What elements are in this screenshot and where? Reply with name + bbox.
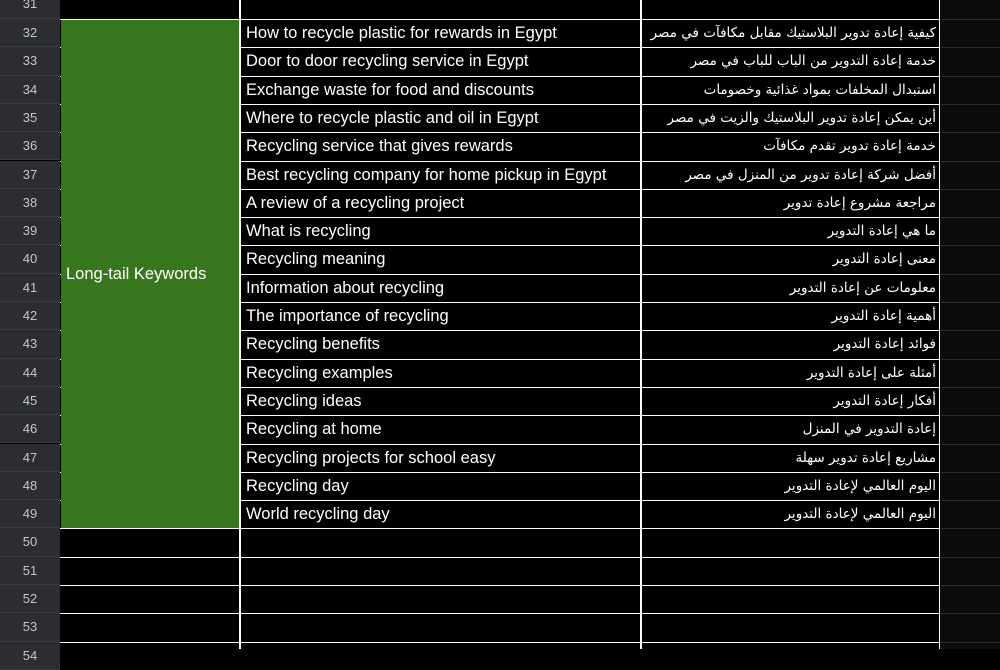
keyword-english-cell[interactable]: World recycling day — [246, 505, 390, 524]
grid-line-horizontal — [60, 642, 940, 643]
row-header[interactable]: 48 — [0, 472, 60, 500]
grid-line-horizontal — [940, 274, 1000, 275]
grid-line-horizontal — [940, 161, 1000, 162]
row-header[interactable]: 51 — [0, 557, 60, 585]
grid-line-horizontal — [60, 528, 940, 529]
row-header[interactable]: 53 — [0, 613, 60, 641]
row-header[interactable]: 33 — [0, 47, 60, 75]
grid-line-horizontal — [940, 359, 1000, 360]
keyword-english-cell[interactable]: Door to door recycling service in Egypt — [246, 52, 529, 71]
keyword-english-cell[interactable]: How to recycle plastic for rewards in Egypt — [246, 24, 557, 42]
keyword-english-cell[interactable]: Recycling benefits — [246, 335, 380, 354]
row-header[interactable]: 36 — [0, 132, 60, 160]
keyword-english-cell[interactable]: Recycling service that gives rewards — [246, 137, 513, 156]
row-header[interactable]: 35 — [0, 104, 60, 132]
keyword-arabic-cell[interactable]: مراجعة مشروع إعادة تدوير — [783, 194, 936, 211]
grid-line-horizontal — [940, 585, 1000, 586]
grid-line-horizontal — [940, 472, 1000, 473]
keyword-arabic-cell[interactable]: خدمة إعادة تدوير تقدم مكافآت — [763, 138, 936, 155]
row-header[interactable]: 49 — [0, 500, 60, 528]
row-header[interactable]: 52 — [0, 585, 60, 613]
keyword-english-cell[interactable]: Best recycling company for home pickup in Egypt — [246, 165, 607, 184]
grid-line-vertical — [239, 0, 241, 649]
keyword-english-cell[interactable]: Recycling day — [246, 476, 349, 495]
keyword-arabic-cell[interactable]: مشاريع إعادة تدوير سهلة — [795, 449, 936, 466]
keyword-arabic-cell[interactable]: أفكار إعادة التدوير — [833, 392, 936, 409]
grid-line-horizontal — [60, 585, 940, 586]
grid-line-horizontal — [940, 444, 1000, 445]
keyword-arabic-cell[interactable]: أفضل شركة إعادة تدوير من المنزل في مصر — [685, 166, 936, 183]
grid-line-horizontal — [940, 500, 1000, 501]
row-header[interactable]: 44 — [0, 359, 60, 387]
grid-line-vertical — [640, 0, 642, 649]
grid-line-horizontal — [940, 302, 1000, 303]
grid-line-horizontal — [940, 104, 1000, 105]
keyword-english-cell[interactable]: Recycling meaning — [246, 250, 386, 269]
grid-line-horizontal — [940, 245, 1000, 246]
row-header[interactable]: 32 — [0, 19, 60, 47]
row-header[interactable]: 31 — [0, 0, 60, 19]
row-header[interactable]: 45 — [0, 387, 60, 415]
column-e-cells[interactable] — [940, 0, 1000, 649]
keyword-arabic-cell[interactable]: خدمة إعادة التدوير من الباب للباب في مصر — [690, 53, 936, 70]
row-header[interactable]: 47 — [0, 444, 60, 472]
keyword-arabic-cell[interactable]: فوائد إعادة التدوير — [833, 336, 936, 353]
keyword-arabic-cell[interactable]: اليوم العالمي لإعادة التدوير — [784, 506, 936, 523]
keyword-english-cell[interactable]: The importance of recycling — [246, 307, 449, 325]
row-header[interactable]: 37 — [0, 161, 60, 189]
row-header[interactable]: 39 — [0, 217, 60, 245]
keyword-english-cell[interactable]: A review of a recycling project — [246, 193, 465, 212]
grid-line-horizontal — [940, 330, 1000, 331]
grid-line-horizontal — [940, 76, 1000, 77]
keyword-english-cell[interactable]: What is recycling — [246, 222, 371, 241]
keyword-arabic-cell[interactable]: أين يمكن إعادة تدوير البلاستيك والزيت في مصر — [667, 109, 936, 126]
row-header[interactable]: 43 — [0, 330, 60, 358]
keyword-english-cell[interactable]: Exchange waste for food and discounts — [246, 80, 535, 99]
keyword-english-cell[interactable]: Recycling projects for school easy — [246, 448, 496, 467]
grid-line-horizontal — [940, 189, 1000, 190]
row-header[interactable]: 40 — [0, 245, 60, 273]
keyword-arabic-cell[interactable]: أهمية إعادة التدوير — [831, 308, 936, 324]
keyword-arabic-cell[interactable]: ما هي إعادة التدوير — [827, 223, 936, 240]
row-header[interactable]: 46 — [0, 415, 60, 443]
grid-line-horizontal — [60, 613, 940, 614]
row-header[interactable]: 42 — [0, 302, 60, 330]
row-header[interactable]: 38 — [0, 189, 60, 217]
grid-line-horizontal — [940, 217, 1000, 218]
keyword-arabic-cell[interactable]: أمثلة على إعادة التدوير — [806, 364, 936, 381]
grid-line-horizontal — [940, 415, 1000, 416]
grid-line-horizontal — [940, 613, 1000, 614]
keyword-arabic-cell[interactable]: معلومات عن إعادة التدوير — [789, 279, 936, 296]
row-header[interactable]: 41 — [0, 274, 60, 302]
grid-line-horizontal — [940, 387, 1000, 388]
keyword-arabic-cell[interactable]: معنى إعادة التدوير — [832, 251, 936, 268]
row-header[interactable]: 34 — [0, 76, 60, 104]
grid-line-horizontal — [940, 642, 1000, 643]
row-header[interactable]: 50 — [0, 528, 60, 556]
keyword-english-cell[interactable]: Recycling ideas — [246, 391, 362, 410]
keyword-arabic-cell[interactable]: كيفية إعادة تدوير البلاستيك مقابل مكافآت في مصر — [650, 25, 936, 41]
grid-line-horizontal — [60, 557, 940, 558]
grid-line-horizontal — [940, 132, 1000, 133]
keyword-arabic-cell[interactable]: استبدال المخلفات بمواد غذائية وخصومات — [703, 81, 936, 98]
merged-category-cell[interactable] — [61, 20, 239, 528]
keyword-english-cell[interactable]: Information about recycling — [246, 278, 445, 297]
keyword-arabic-cell[interactable]: اليوم العالمي لإعادة التدوير — [784, 477, 936, 494]
row-header[interactable]: 54 — [0, 642, 60, 670]
keyword-english-cell[interactable]: Where to recycle plastic and oil in Egypt — [246, 108, 539, 127]
grid-line-horizontal — [940, 19, 1000, 20]
grid-line-horizontal — [940, 47, 1000, 48]
category-label: Long-tail Keywords — [66, 264, 207, 283]
keyword-english-cell[interactable]: Recycling examples — [246, 363, 393, 382]
grid-line-horizontal — [940, 528, 1000, 529]
keyword-arabic-cell[interactable]: إعادة التدوير في المنزل — [802, 421, 936, 438]
grid-line-horizontal — [940, 557, 1000, 558]
keyword-english-cell[interactable]: Recycling at home — [246, 420, 382, 439]
